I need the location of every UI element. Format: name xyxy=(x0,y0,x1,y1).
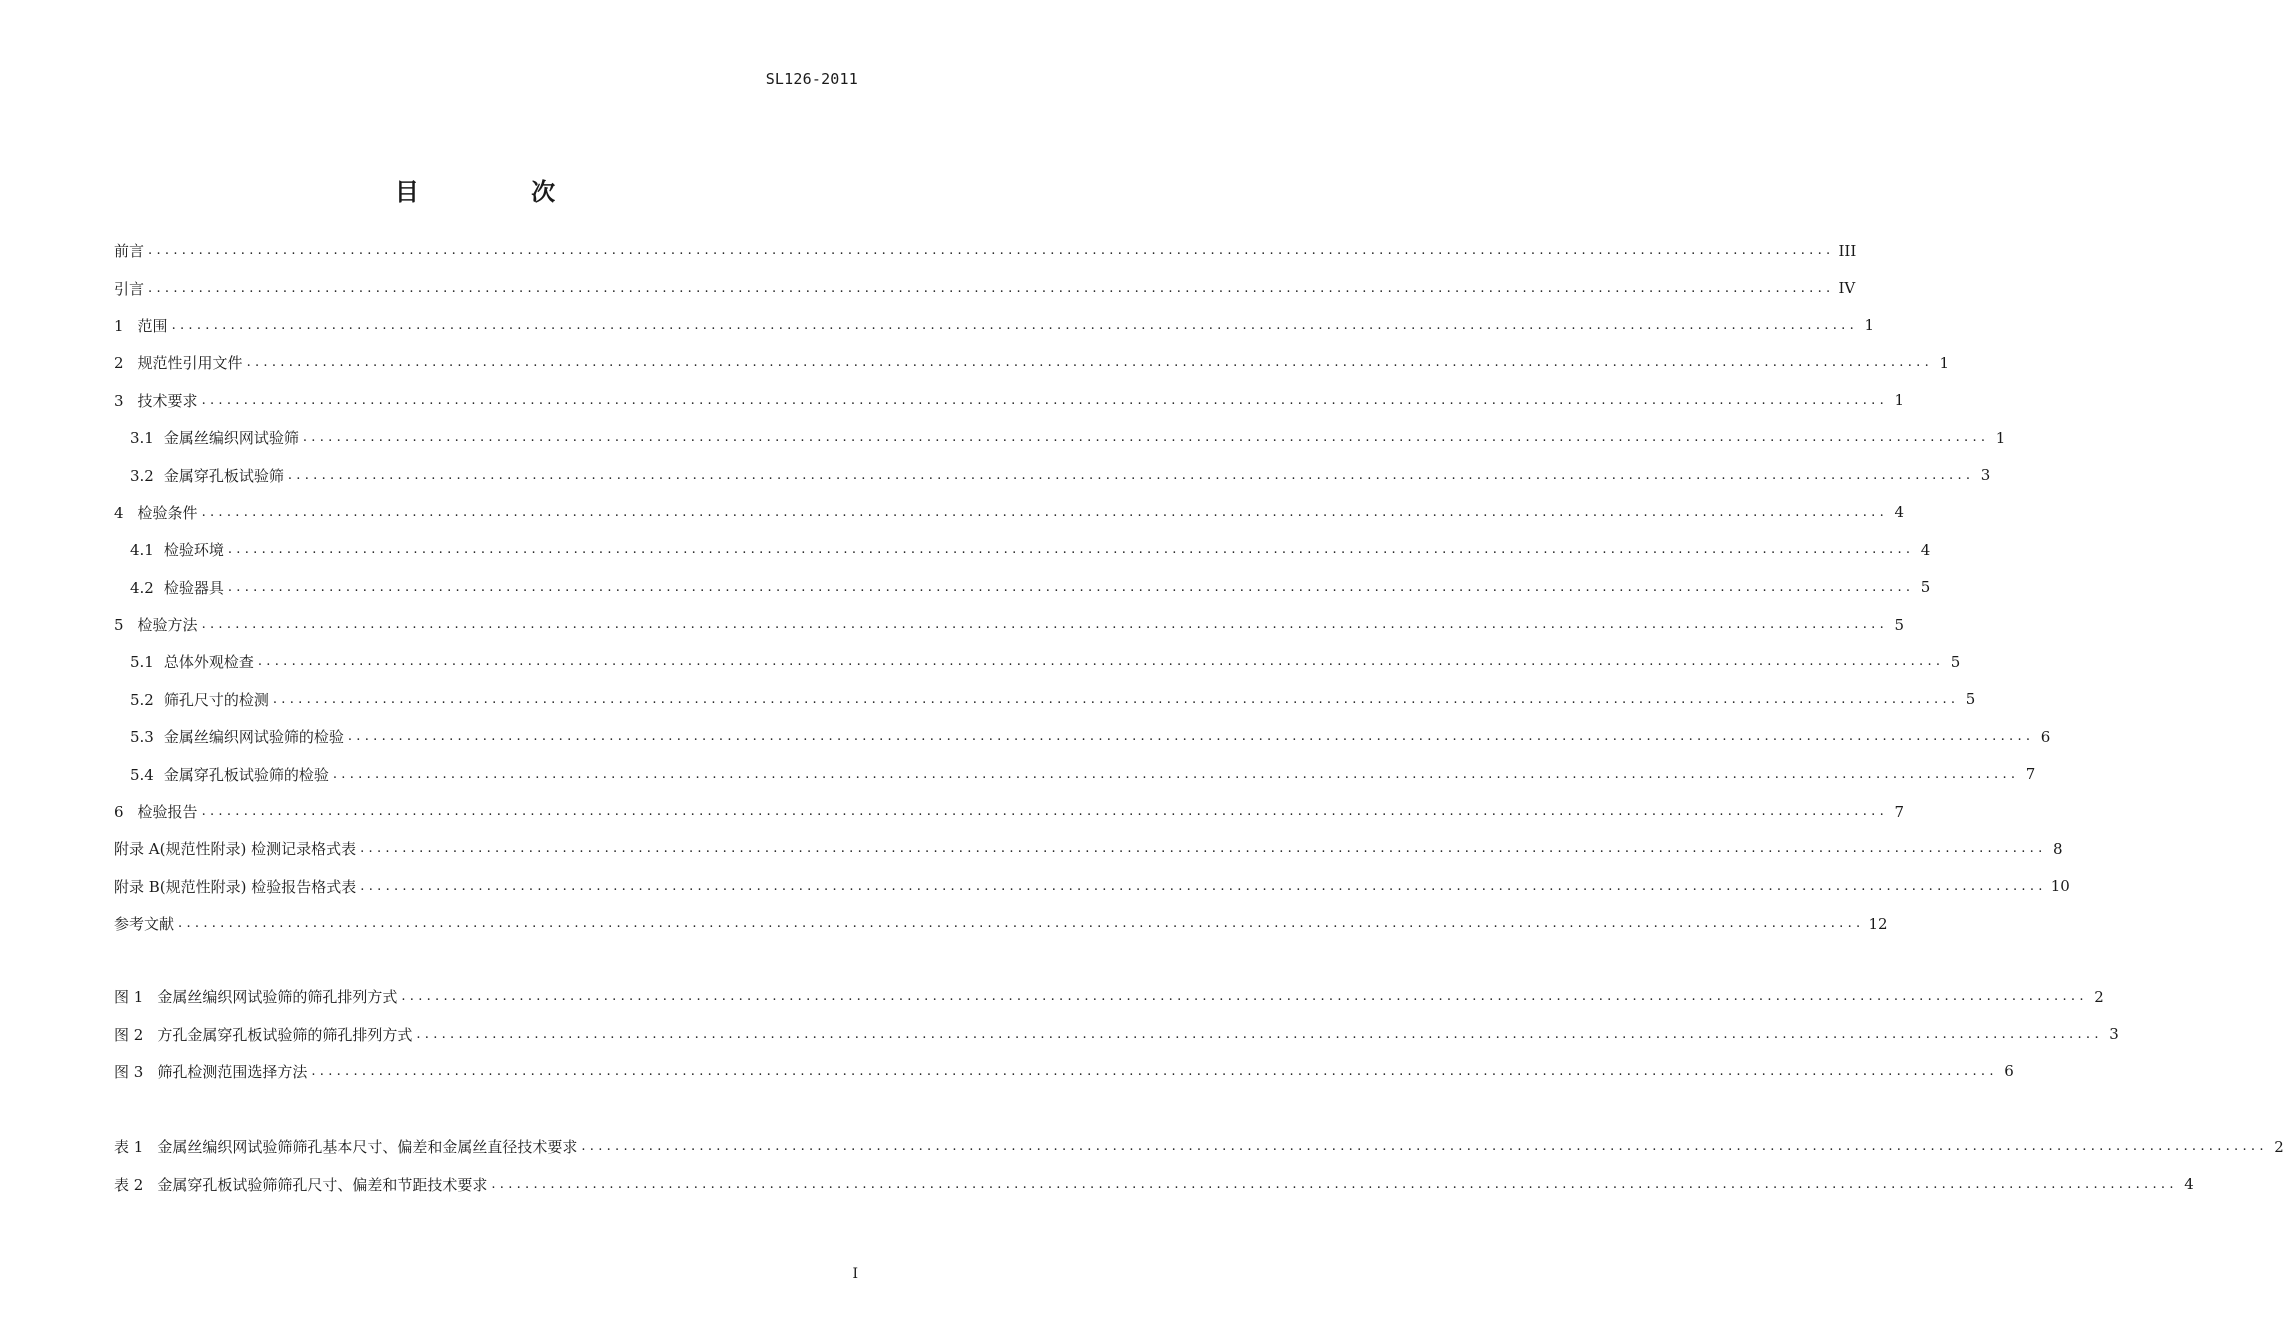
dot-leader: ........................................................................................................................................................................................................ xyxy=(257,654,1945,670)
toc-entry-text: 技术要求 xyxy=(137,391,198,410)
toc-entry-label xyxy=(114,801,198,822)
toc-entry-page: 1 xyxy=(1939,353,1950,372)
dot-leader: ........................................................................................................................................................................................................ xyxy=(287,467,1975,483)
toc-entry-label xyxy=(130,726,344,747)
toc-entry-page: 5 xyxy=(1950,652,1961,671)
toc-entry[interactable] xyxy=(114,419,2006,456)
dot-leader: ........................................................................................................................................................................................................ xyxy=(148,280,1835,296)
dot-leader: ........................................................................................................................................................................................................ xyxy=(491,1176,2178,1192)
toc-entry-text: 金属丝编织网试验筛 xyxy=(163,429,299,448)
dot-leader: ........................................................................................................................................................................................................ xyxy=(227,579,1915,595)
dot-leader: ........................................................................................................................................................................................................ xyxy=(302,430,1990,446)
toc-entry-page: 5 xyxy=(1920,578,1931,597)
toc-entry-page: 2 xyxy=(2094,987,2104,1006)
toc-entry-text: 金属丝编织网试验筛的检验 xyxy=(163,728,344,747)
toc-entry[interactable] xyxy=(114,569,1931,606)
toc-entry-number: 4.2 xyxy=(130,578,154,597)
toc-entry-page: 4 xyxy=(1894,503,1905,522)
toc-entry-number: 图 3 xyxy=(114,1062,144,1081)
dot-leader: ........................................................................................................................................................................................................ xyxy=(311,1063,1998,1079)
toc-entry-label xyxy=(130,577,224,598)
toc-entry-page: 7 xyxy=(2025,765,2036,784)
toc-entry-label xyxy=(114,986,397,1007)
dot-leader: ........................................................................................................................................................................................................ xyxy=(171,317,1859,333)
toc-entry-number: 图 2 xyxy=(114,1025,144,1044)
toc-entry[interactable] xyxy=(114,344,1950,381)
toc-entry-text: 金属丝编织网试验筛筛孔基本尺寸、偏差和金属丝直径技术要求 xyxy=(157,1138,578,1157)
toc-entry[interactable] xyxy=(114,755,2036,792)
toc-entry[interactable] xyxy=(114,269,1856,306)
toc-entry[interactable] xyxy=(114,718,2051,755)
toc-entry-label xyxy=(114,838,356,859)
toc-entry-number: 6 xyxy=(114,803,124,822)
toc-entry-label xyxy=(114,1061,307,1082)
toc-entry-page: 5 xyxy=(1894,615,1905,634)
toc-entry-label xyxy=(114,913,174,934)
toc-entry[interactable] xyxy=(114,531,1931,568)
toc-entry-number: 5 xyxy=(114,616,124,635)
toc-entry-label xyxy=(130,764,329,785)
toc-entry-number: 3.1 xyxy=(130,429,154,448)
toc-entry-text: 筛孔检测范围选择方法 xyxy=(157,1062,308,1081)
toc-entry-text: 金属穿孔板试验筛筛孔尺寸、偏差和节距技术要求 xyxy=(157,1175,488,1194)
toc-entry[interactable] xyxy=(114,307,1875,344)
toc-entry-page: 4 xyxy=(1920,540,1931,559)
toc-entry-text: 附录 A(规范性附录) 检测记录格式表 xyxy=(114,840,357,859)
toc-entry-number: 5.2 xyxy=(130,690,154,709)
toc-entry-label xyxy=(130,689,269,710)
dot-leader: ........................................................................................................................................................................................................ xyxy=(416,1026,2103,1042)
figure-entry[interactable] xyxy=(114,1053,2014,1090)
toc-entry-number: 1 xyxy=(114,316,124,335)
dot-leader: ........................................................................................................................................................................................................ xyxy=(360,841,2047,857)
toc-entry-page: 3 xyxy=(2109,1025,2119,1044)
toc-entry-number: 5.3 xyxy=(130,728,154,747)
dot-leader: ........................................................................................................................................................................................................ xyxy=(246,355,1934,371)
dot-leader: ........................................................................................................................................................................................................ xyxy=(227,542,1915,558)
toc-entry-number: 3 xyxy=(114,391,124,410)
toc-entry-label xyxy=(130,539,224,560)
toc-entry-text: 金属穿孔板试验筛的检验 xyxy=(163,765,329,784)
toc-entry-label xyxy=(130,465,284,486)
toc-entry-text: 检验方法 xyxy=(137,616,198,635)
page-title: 目 次 xyxy=(394,178,608,206)
toc-entry-text: 附录 B(规范性附录) 检验报告格式表 xyxy=(114,877,357,896)
toc-entry[interactable] xyxy=(114,232,1857,269)
toc-entry-page: 3 xyxy=(1980,466,1991,485)
toc-entry-page: 4 xyxy=(2184,1175,2194,1194)
toc-entry-label xyxy=(114,1174,487,1195)
figure-entry[interactable] xyxy=(114,978,2104,1015)
toc-entry-number: 4 xyxy=(114,503,124,522)
toc-entry-page: 1 xyxy=(1995,428,2006,447)
toc-entry-page: 1 xyxy=(1894,391,1905,410)
dot-leader: ........................................................................................................................................................................................................ xyxy=(581,1139,2268,1155)
figure-entry[interactable] xyxy=(114,1015,2119,1052)
toc-entry-page: 10 xyxy=(2050,877,2070,896)
toc-entry[interactable] xyxy=(114,793,1905,830)
toc-entry-number: 5.4 xyxy=(130,765,154,784)
toc-entry-text: 方孔金属穿孔板试验筛的筛孔排列方式 xyxy=(157,1025,413,1044)
dot-leader: ........................................................................................................................................................................................................ xyxy=(201,617,1889,633)
toc-entry[interactable] xyxy=(114,643,1961,680)
toc-entry-page: III xyxy=(1838,241,1857,260)
toc-entry-text: 检验条件 xyxy=(137,503,198,522)
table-entry[interactable] xyxy=(114,1165,2194,1202)
toc-entry-text: 金属丝编织网试验筛的筛孔排列方式 xyxy=(157,988,398,1007)
toc-entry-text: 总体外观检查 xyxy=(163,653,254,672)
toc-entry-number: 表 1 xyxy=(114,1138,144,1157)
toc-entry-number: 5.1 xyxy=(130,653,154,672)
toc-entry-text: 参考文献 xyxy=(114,915,175,934)
dot-leader: ........................................................................................................................................................................................................ xyxy=(347,729,2035,745)
toc-entry-label xyxy=(114,1136,577,1157)
toc-entry-number: 4.1 xyxy=(130,541,154,560)
toc-entry-label xyxy=(114,315,168,336)
document-code: SL126-2011 xyxy=(765,70,858,88)
toc-entry-number: 图 1 xyxy=(114,988,144,1007)
toc-entry-page: 7 xyxy=(1894,802,1905,821)
dot-leader: ........................................................................................................................................................................................................ xyxy=(272,691,1960,707)
toc-entry[interactable] xyxy=(114,905,1888,942)
toc-entry-page: 1 xyxy=(1864,316,1875,335)
toc-entry-number: 3.2 xyxy=(130,466,154,485)
dot-leader: ........................................................................................................................................................................................................ xyxy=(148,243,1835,259)
toc-entry-label xyxy=(114,502,198,523)
toc-entry-label xyxy=(130,651,254,672)
toc-entry-label xyxy=(114,240,144,261)
toc-entry-label xyxy=(114,1024,412,1045)
dot-leader: ........................................................................................................................................................................................................ xyxy=(401,989,2088,1005)
dot-leader: ........................................................................................................................................................................................................ xyxy=(178,916,1865,932)
toc-entry-label xyxy=(114,352,243,373)
toc-entry-text: 前言 xyxy=(114,242,145,261)
toc-entry-label xyxy=(114,278,144,299)
toc-entry-text: 范围 xyxy=(137,316,168,335)
toc-entry-page: 12 xyxy=(1868,914,1888,933)
toc-entry-text: 筛孔尺寸的检测 xyxy=(163,690,269,709)
table-entry[interactable] xyxy=(114,1128,2284,1165)
toc-entry-text: 检验报告 xyxy=(137,803,198,822)
toc-entry-text: 金属穿孔板试验筛 xyxy=(163,466,284,485)
toc-entry-text: 检验环境 xyxy=(163,541,224,560)
toc-entry[interactable] xyxy=(114,382,1905,419)
page-number: I xyxy=(852,1266,858,1282)
toc-list xyxy=(114,232,2070,942)
toc-entry-label xyxy=(130,427,299,448)
toc-entry[interactable] xyxy=(114,830,2063,867)
figure-list xyxy=(114,978,2119,1090)
toc-entry-text: 检验器具 xyxy=(163,578,224,597)
toc-entry-page: IV xyxy=(1838,279,1856,298)
toc-entry-number: 表 2 xyxy=(114,1175,144,1194)
toc-entry-text: 规范性引用文件 xyxy=(137,354,243,373)
dot-leader: ........................................................................................................................................................................................................ xyxy=(201,392,1889,408)
toc-entry-page: 2 xyxy=(2274,1137,2284,1156)
toc-entry[interactable] xyxy=(114,868,2070,905)
toc-entry-label xyxy=(114,614,198,635)
toc-entry[interactable] xyxy=(114,606,1905,643)
dot-leader: ........................................................................................................................................................................................................ xyxy=(332,766,2020,782)
toc-entry-page: 8 xyxy=(2053,839,2063,858)
toc-entry-text: 引言 xyxy=(114,279,145,298)
toc-entry[interactable] xyxy=(114,681,1976,718)
toc-entry-page: 6 xyxy=(2040,727,2051,746)
dot-leader: ........................................................................................................................................................................................................ xyxy=(201,504,1889,520)
toc-entry[interactable] xyxy=(114,456,1991,493)
table-list xyxy=(114,1128,2284,1203)
toc-entry-page: 5 xyxy=(1965,690,1976,709)
dot-leader: ........................................................................................................................................................................................................ xyxy=(201,804,1889,820)
toc-entry-page: 6 xyxy=(2004,1062,2014,1081)
toc-entry-number: 2 xyxy=(114,354,124,373)
dot-leader: ........................................................................................................................................................................................................ xyxy=(360,878,2047,894)
toc-entry-label xyxy=(114,876,356,897)
toc-entry[interactable] xyxy=(114,494,1905,531)
toc-entry-label xyxy=(114,390,198,411)
